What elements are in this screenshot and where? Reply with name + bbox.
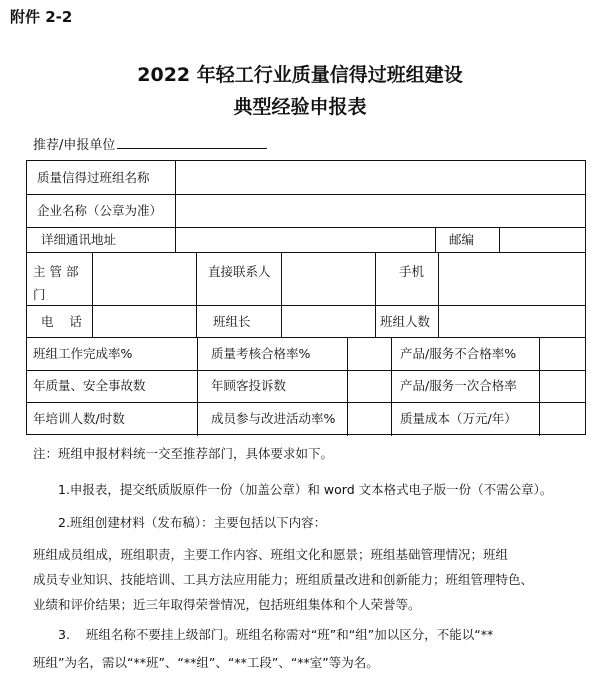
quality-pass-label: 质量考核合格率% — [211, 346, 311, 361]
col-divider — [435, 227, 436, 252]
application-form-table — [26, 160, 586, 435]
row-divider — [27, 305, 585, 306]
form-title-line2: 典型经验申报表 — [233, 96, 367, 118]
col-divider — [196, 252, 197, 337]
complaints-label: 年顾客投诉数 — [211, 378, 287, 393]
attachment-label: 附件 2-2 — [10, 8, 73, 26]
direct-contact-label: 直接联系人 — [208, 264, 271, 279]
note-item-2-line2: 成员专业知识、技能培训、工具方法应用能力；班组质量改进和创新能力；班组管理特色、 — [33, 572, 534, 587]
row-divider — [27, 194, 585, 195]
mobile-label: 手机 — [399, 264, 425, 279]
note-item-1: 1.申报表，提交纸质版原件一份（加盖公章）和 word 文本格式电子版一份（不需公章）。 — [58, 482, 553, 497]
recommending-unit-row — [33, 134, 267, 153]
row-divider — [27, 252, 585, 253]
col-divider — [438, 252, 439, 337]
note-item-3-line2: 班组”为名，需以“**班”、“**组”、“**工段”、“**室”等为名。 — [33, 655, 379, 670]
recommending-unit-label: 推荐/申报单位 — [33, 138, 116, 153]
notes-intro: 注：班组申报材料统一交至推荐部门，具体要求如下。 — [33, 446, 334, 461]
row-divider — [27, 402, 585, 403]
work-completion-label: 班组工作完成率% — [33, 346, 133, 361]
improvement-label: 成员参与改进活动率% — [211, 411, 336, 426]
col-divider — [175, 161, 176, 252]
row-divider — [27, 227, 585, 228]
supervisor-dept-label-cont: 门 — [33, 287, 46, 302]
col-divider — [92, 252, 93, 337]
col-divider — [375, 252, 376, 337]
address-label: 详细通讯地址 — [41, 232, 117, 247]
col-divider — [391, 337, 392, 436]
row-divider — [27, 337, 585, 338]
team-name-label: 质量信得过班组名称 — [37, 170, 150, 185]
supervisor-dept-label: 主 管 部 — [33, 264, 79, 279]
team-members-label: 班组人数 — [380, 314, 431, 329]
phone-label: 电 话 — [41, 314, 82, 329]
row-divider — [27, 370, 585, 371]
col-divider — [539, 337, 540, 436]
quality-cost-label: 质量成本（万元/年） — [400, 411, 517, 426]
note-item-2: 2.班组创建材料（发布稿）：主要包括以下内容： — [58, 515, 327, 530]
note-item-2-line3: 业绩和评价结果；近三年取得荣誉情况，包括班组集体和个人荣誉等。 — [33, 597, 421, 612]
recommending-unit-blank[interactable] — [117, 136, 267, 149]
col-divider — [281, 252, 282, 337]
note-item-3-line1: 3. 班组名称不要挂上级部门。班组名称需对“班”和“组”加以区分，不能以“** — [58, 627, 494, 642]
company-name-label: 企业名称（公章为准） — [37, 203, 163, 218]
col-divider — [499, 227, 500, 252]
safety-accidents-label: 年质量、安全事故数 — [33, 378, 146, 393]
product-fail-label: 产品/服务不合格率% — [400, 346, 517, 361]
first-pass-label: 产品/服务一次合格率 — [400, 378, 517, 393]
form-title-line1: 2022 年轻工行业质量信得过班组建设 — [137, 64, 463, 86]
note-item-2-line1: 班组成员组成，班组职责，主要工作内容、班组文化和愿景；班组基础管理情况；班组 — [33, 547, 509, 562]
col-divider — [197, 337, 198, 436]
team-leader-label: 班组长 — [213, 314, 251, 329]
col-divider — [347, 337, 348, 436]
training-label: 年培训人数/时数 — [33, 411, 125, 426]
postcode-label: 邮编 — [449, 232, 475, 247]
